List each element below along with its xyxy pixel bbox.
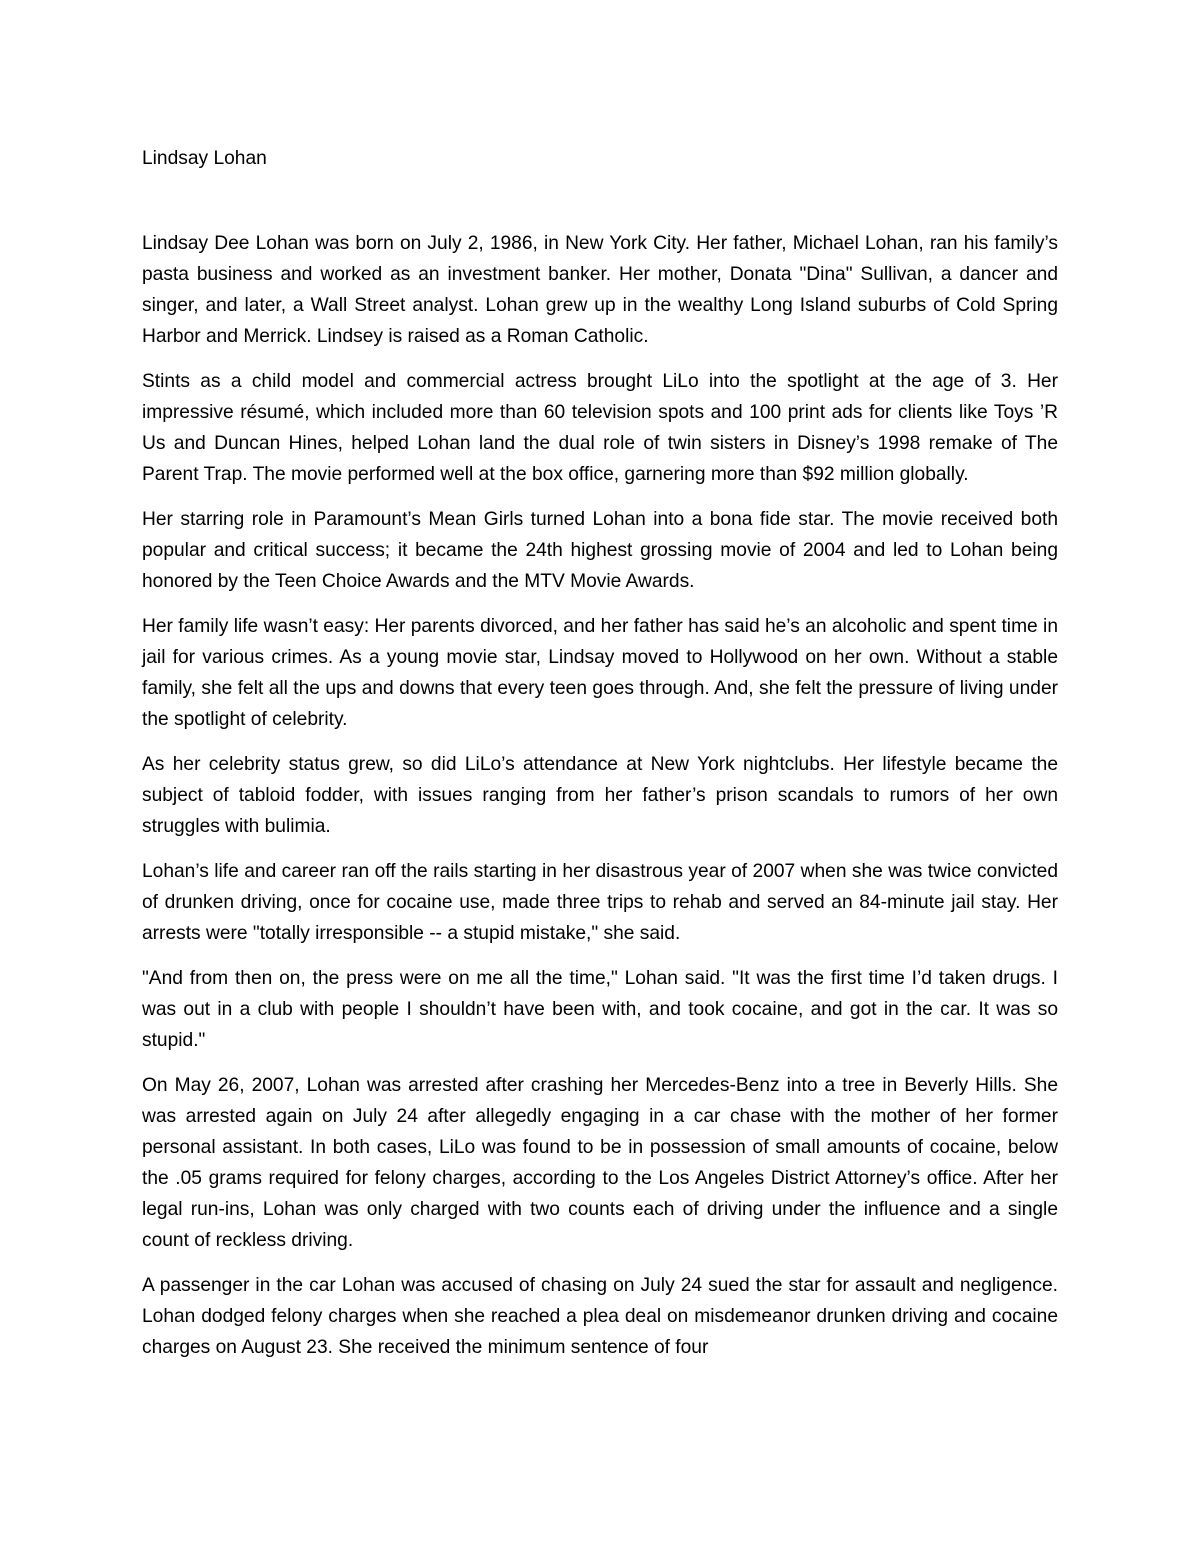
paragraph-quote: "And from then on, the press were on me all the time," Lohan said. "It was the first time I’d taken drugs. I was out in a club with people I shouldn’t have been with, and took cocaine, and got in the car. It was so stupid." xyxy=(142,968,1058,1051)
paragraph-family-life: Her family life wasn’t easy: Her parents divorced, and her father has said he’s an alcoholic and spent time in jail for various crimes. As a young movie star, Lindsay moved to Hollywood on her own. Without a stable family, she felt all the ups and downs that every teen goes through. And, she felt the pressure of living under the spotlight of celebrity. xyxy=(142,616,1058,730)
document-title: Lindsay Lohan xyxy=(142,148,267,169)
paragraph-mean-girls: Her starring role in Paramount’s Mean Girls turned Lohan into a bona fide star. The movie received both popular and critical success; it became the 24th highest grossing movie of 2004 and led to Lohan being honored by the Teen Choice Awards and the MTV Movie Awards. xyxy=(142,509,1058,592)
paragraph-2007: Lohan’s life and career ran off the rails starting in her disastrous year of 2007 when she was twice convicted of drunken driving, once for cocaine use, made three trips to rehab and served an 84-minute jail stay. Her arrests were "totally irresponsible -- a stupid mistake," she said. xyxy=(142,861,1058,944)
paragraph-celebrity-status: As her celebrity status grew, so did LiLo’s attendance at New York nightclubs. Her lifestyle became the subject of tabloid fodder, with issues ranging from her father’s prison scandals to rumors of her own struggles with bulimia. xyxy=(142,754,1058,837)
paragraph-passenger: A passenger in the car Lohan was accused of chasing on July 24 sued the star for assault and negligence. Lohan dodged felony charges when she reached a plea deal on misdemeanor drunken driving and cocaine charges on August 23. She received the minimum sentence of four xyxy=(142,1275,1058,1358)
paragraph-birth: Lindsay Dee Lohan was born on July 2, 1986, in New York City. Her father, Michael Lohan, ran his family’s pasta business and worked as an investment banker. Her mother, Donata "Dina" Sullivan, a dancer and singer, and later, a Wall Street analyst. Lohan grew up in the wealthy Long Island suburbs of Cold Spring Harbor and Merrick. Lindsey is raised as a Roman Catholic. xyxy=(142,233,1058,347)
paragraph-arrests: On May 26, 2007, Lohan was arrested after crashing her Mercedes-Benz into a tree in Beverly Hills. She was arrested again on July 24 after allegedly engaging in a car chase with the mother of her former personal assistant. In both cases, LiLo was found to be in possession of small amounts of cocaine, below the .05 grams required for felony charges, according to the Los Angeles District Attorney’s office. After her legal run-ins, Lohan was only charged with two counts each of driving under the influence and a single count of reckless driving. xyxy=(142,1075,1058,1251)
paragraph-child-model: Stints as a child model and commercial actress brought LiLo into the spotlight at the age of 3. Her impressive résumé, which included more than 60 television spots and 100 print ads for clients like Toys ’R Us and Duncan Hines, helped Lohan land the dual role of twin sisters in Disney’s 1998 remake of The Parent Trap. The movie performed well at the box office, garnering more than $92 million globally. xyxy=(142,371,1058,485)
